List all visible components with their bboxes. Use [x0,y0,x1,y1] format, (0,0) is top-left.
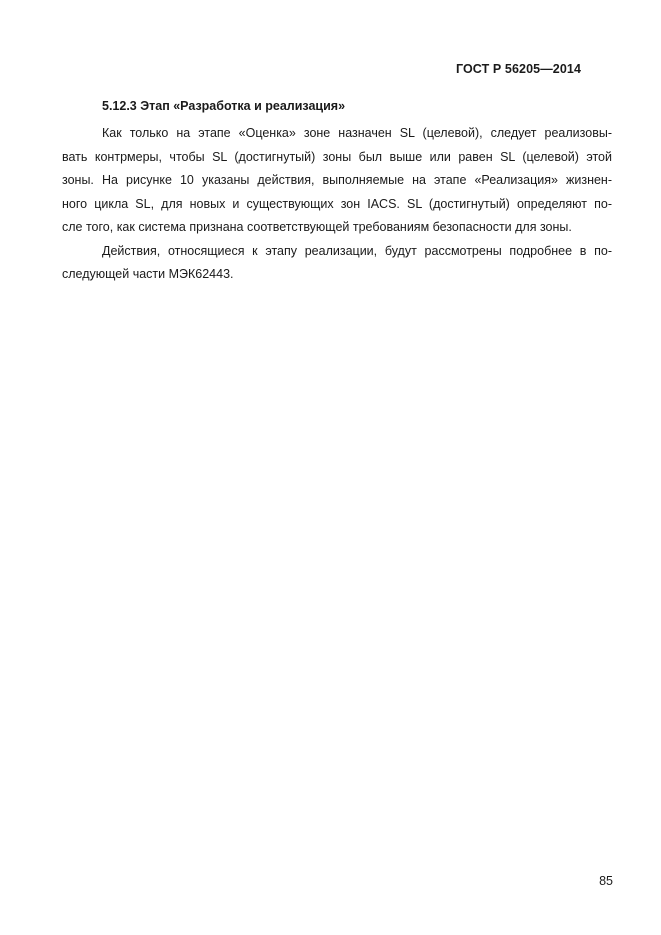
paragraph-2 [62,240,612,287]
paragraph-line: сле того, как система признана соответствующей требованиям безопасности для зоны. [62,220,572,234]
paragraph-line: Действия, относящиеся к этапу реализации, будут рассмотрены подробнее в по- [102,243,612,258]
paragraph-1 [62,122,612,240]
paragraph-line: зоны. На рисунке 10 указаны действия, выполняемые на этапе «Реализация» жизнен- [62,173,612,187]
paragraph-line: вать контрмеры, чтобы SL (достигнутый) зоны был выше или равен SL (целевой) этой [62,149,612,164]
paragraph-line: ного цикла SL, для новых и существующих зон IACS. SL (достигнутый) определяют по- [62,196,612,211]
paragraph-line: следующей части МЭК62443. [62,267,234,281]
page-number: 85 [599,874,613,888]
document-header-id: ГОСТ Р 56205—2014 [455,62,581,76]
paragraph-line: Как только на этапе «Оценка» зоне назначен SL (целевой), следует реализовы- [102,126,612,140]
section-heading: 5.12.3 Этап «Разработка и реализация» [102,99,346,113]
document-body [62,96,612,287]
